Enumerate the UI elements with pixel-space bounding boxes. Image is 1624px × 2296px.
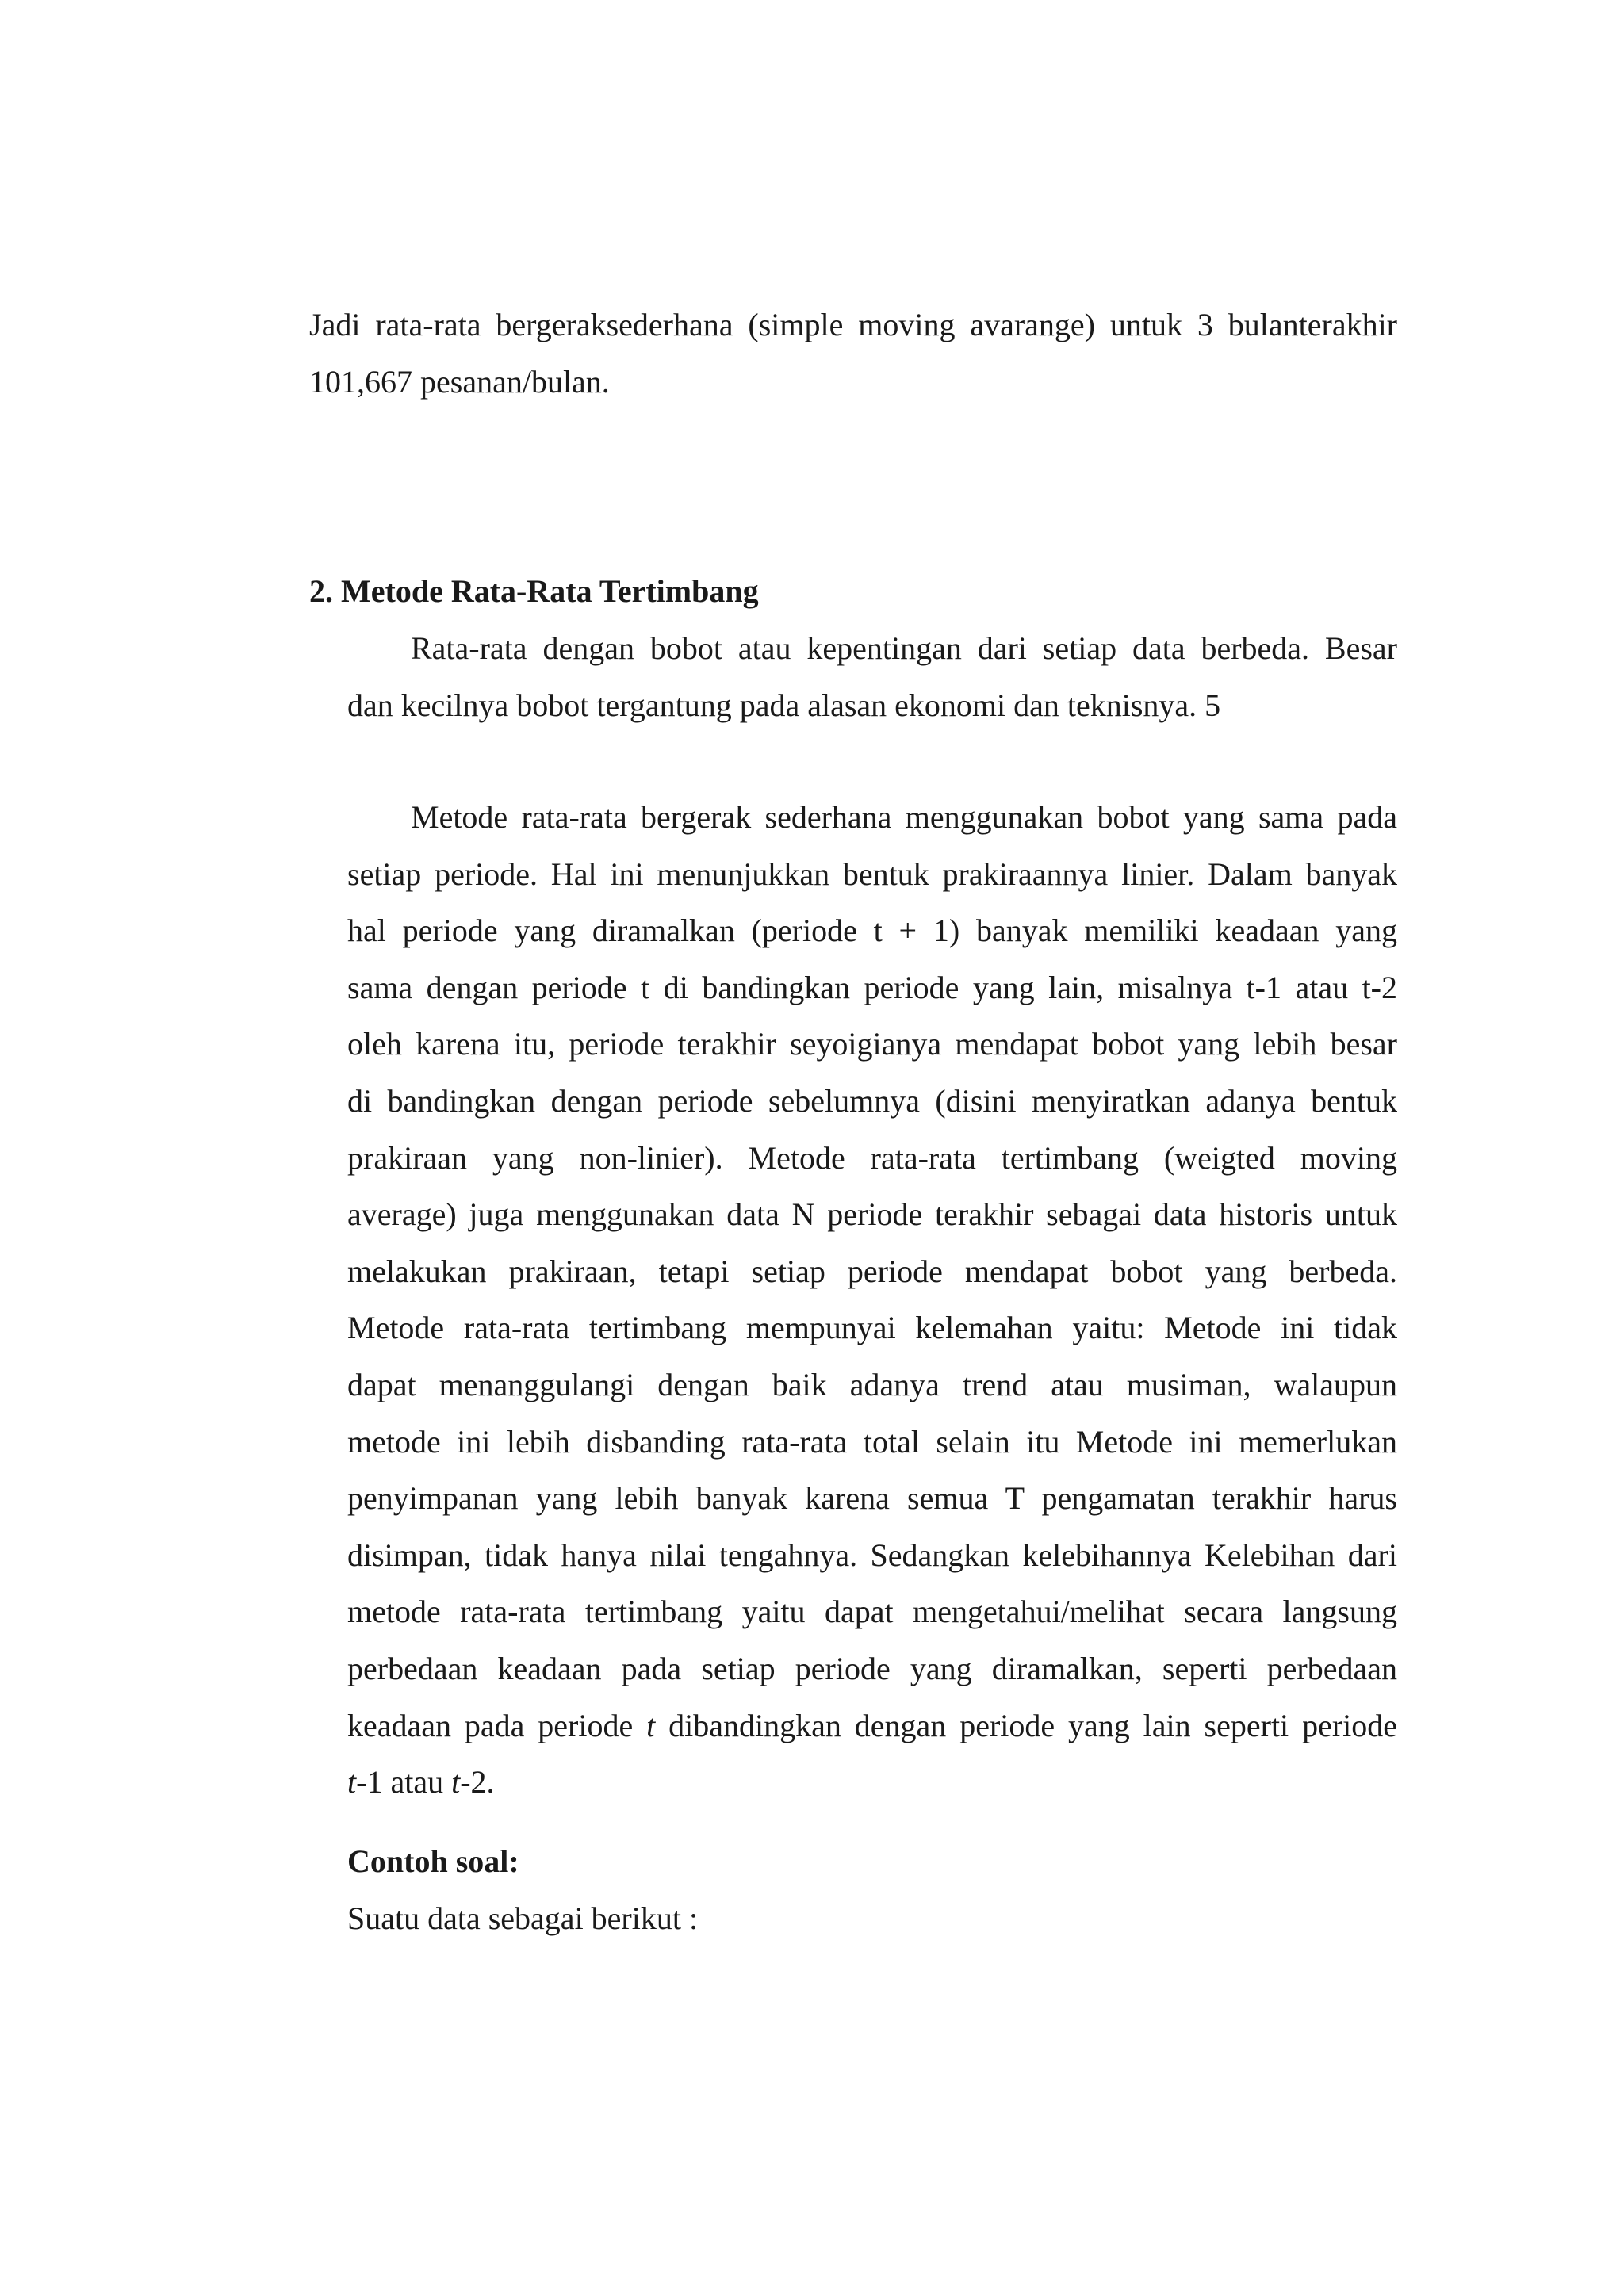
- text-line: oleh karena itu, periode terakhir seyoigianya mendapat bobot yang lebih besar: [347, 1026, 1397, 1062]
- section-heading: 2. Metode Rata-Rata Tertimbang: [309, 573, 759, 609]
- definition-paragraph: [347, 620, 1397, 733]
- example-title: Contoh soal:: [347, 1843, 519, 1879]
- text-line: disimpan, tidak hanya nilai tengahnya. Sedangkan kelebihannya Kelebihan dari: [347, 1536, 1397, 1573]
- text-line: perbedaan keadaan pada setiap periode yang diramalkan, seperti perbedaan: [347, 1650, 1397, 1686]
- text-line: setiap periode. Hal ini menunjukkan bentuk prakiraannya linier. Dalam banyak: [347, 855, 1397, 892]
- text-line: 101,667 pesanan/bulan.: [309, 363, 610, 400]
- italic-variable: t: [451, 1764, 461, 1800]
- text-fragment: dibandingkan dengan periode yang lain seperti periode: [655, 1707, 1398, 1743]
- text-fragment: keadaan pada periode: [347, 1707, 647, 1743]
- text-line: di bandingkan dengan periode sebelumnya (disini menyiratkan adanya bentuk: [347, 1082, 1397, 1119]
- text-line: [347, 1754, 1397, 1811]
- text-line: prakiraan yang non-linier). Metode rata-rata tertimbang (weigted moving: [347, 1139, 1397, 1176]
- italic-variable: t: [347, 1764, 357, 1800]
- text-line: Metode rata-rata bergerak sederhana menggunakan bobot yang sama pada: [411, 799, 1397, 835]
- text-line: Rata-rata dengan bobot atau kepentingan dari setiap data berbeda. Besar: [411, 630, 1397, 666]
- text-line: average) juga menggunakan data N periode terakhir sebagai data historis untuk: [347, 1196, 1397, 1233]
- text-line: sama dengan periode t di bandingkan periode yang lain, misalnya t-1 atau t-2: [347, 969, 1397, 1005]
- text-line: hal periode yang diramalkan (periode t + 1) banyak memiliki keadaan yang: [347, 913, 1397, 949]
- text-line: Jadi rata-rata bergeraksederhana (simple moving avarange) untuk 3 bulanterakhir: [309, 307, 1397, 342]
- text-line: [347, 1697, 1397, 1755]
- text-fragment: -1 atau: [356, 1764, 452, 1800]
- explanation-paragraph: [347, 789, 1397, 1811]
- text-line: dan kecilnya bobot tergantung pada alasan ekonomi dan teknisnya. 5: [347, 687, 1221, 723]
- intro-paragraph: [309, 297, 1397, 410]
- text-line: dapat menanggulangi dengan baik adanya trend atau musiman, walaupun: [347, 1366, 1397, 1402]
- text-line: metode rata-rata tertimbang yaitu dapat mengetahui/melihat secara langsung: [347, 1594, 1397, 1630]
- italic-variable: t: [646, 1707, 656, 1743]
- text-line: penyimpanan yang lebih banyak karena semua T pengamatan terakhir harus: [347, 1480, 1397, 1517]
- text-fragment: -2.: [460, 1764, 495, 1800]
- text-line: Metode rata-rata tertimbang mempunyai kelemahan yaitu: Metode ini tidak: [347, 1310, 1397, 1346]
- example-text: Suatu data sebagai berikut :: [347, 1900, 699, 1936]
- text-line: melakukan prakiraan, tetapi setiap periode mendapat bobot yang berbeda.: [347, 1253, 1397, 1289]
- text-line: metode ini lebih disbanding rata-rata total selain itu Metode ini memerlukan: [347, 1423, 1397, 1460]
